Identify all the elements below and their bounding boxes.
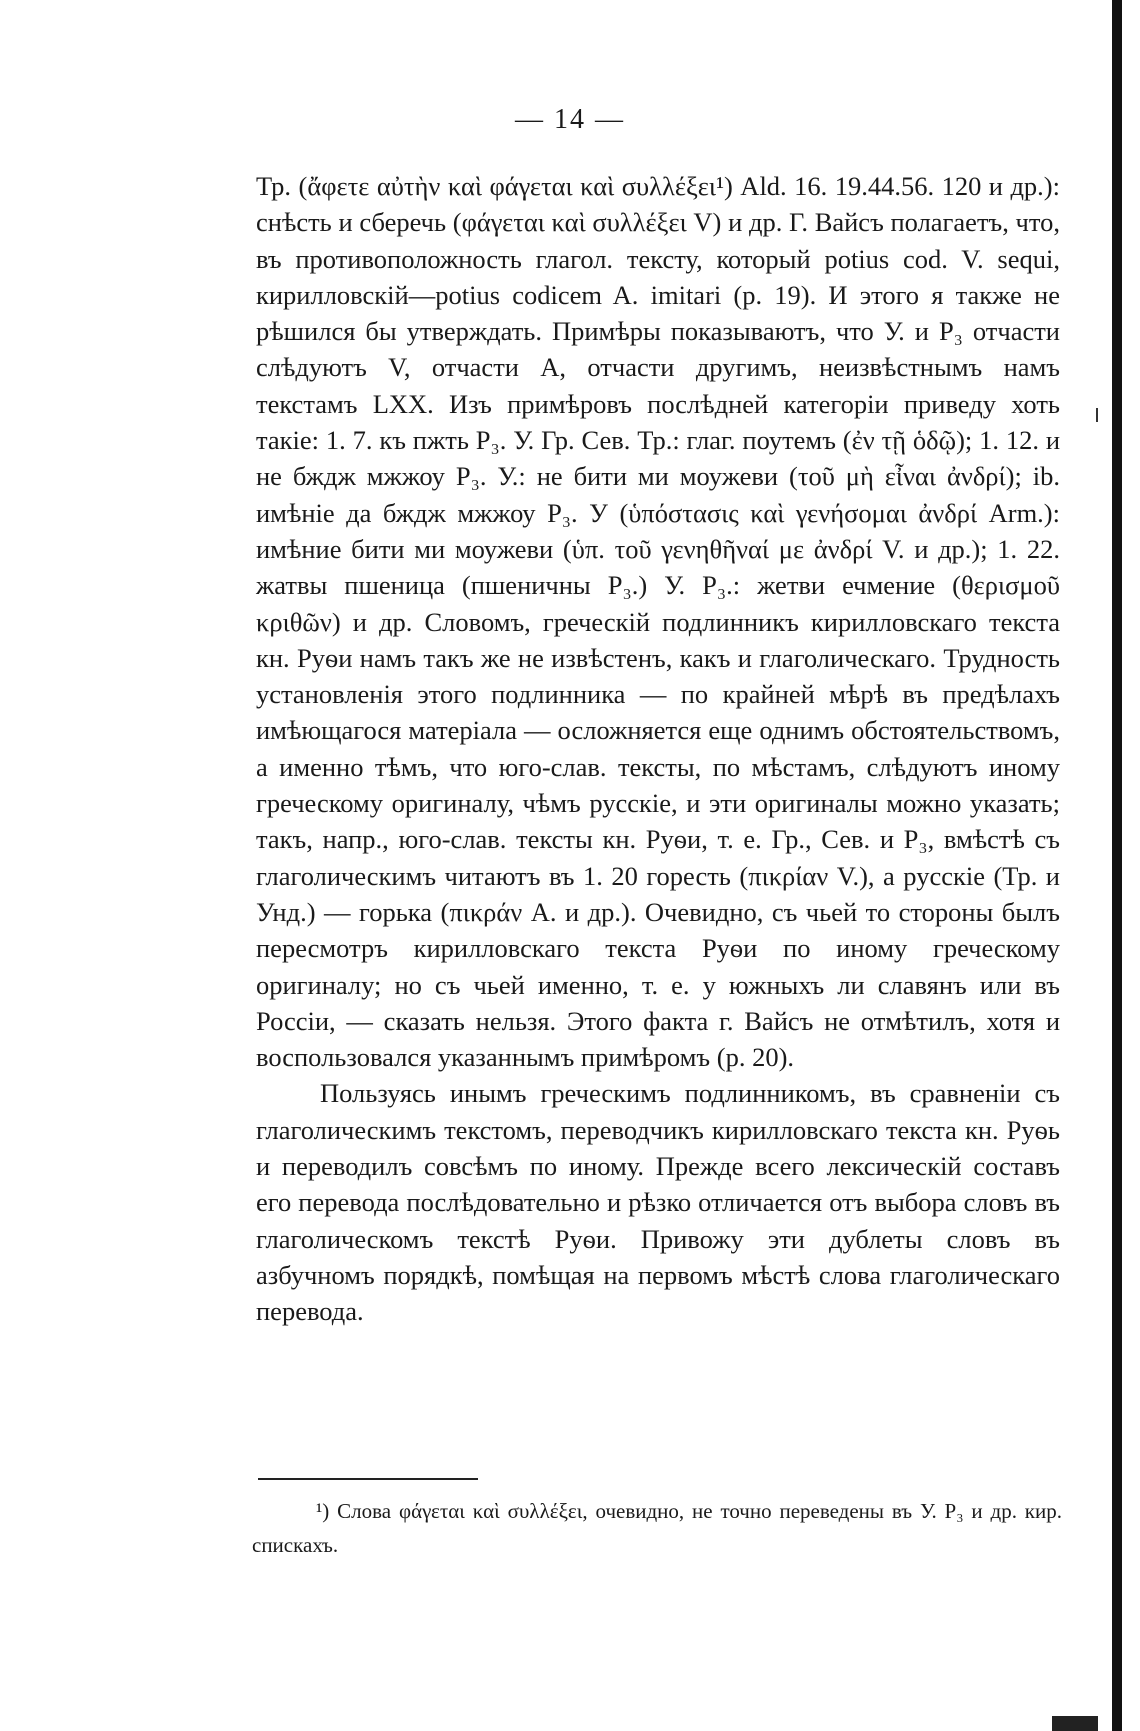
footnote-text: ¹) Слова φάγεται καὶ συλλέξει, очевидно, не точно переведены въ У. Р₃ и др. кир. спискахъ. [252,1499,1062,1557]
page-number: — 14 — [515,104,625,135]
bottom-edge-mark [1052,1716,1098,1731]
margin-mark [1096,408,1098,422]
main-text [256,168,1060,1330]
paragraph-2: Пользуясь инымъ греческимъ подлинникомъ, въ сравненіи съ глаголическимъ текстомъ, переводчикъ кирилловскаго текста кн. Руѳь и переводилъ совсѣмъ по иному. Прежде всего лексическій составъ его перевода послѣдовательно и рѣзко отличается отъ выбора словъ въ глаголическомъ текстѣ Руѳи. Привожу эти дублеты словъ въ азбучномъ порядкѣ, помѣщая на первомъ мѣстѣ слова глаголическаго перевода. [256,1078,1060,1327]
footnote [252,1494,1062,1562]
paragraph-1: Тр. (ἄφετε αὐτὴν καὶ φάγεται καὶ συλλέξει¹) Ald. 16. 19.44.56. 120 и др.): снѣсть и сберечь (φάγεται καὶ συλλέξει V) и др. Г. Вайсъ полагаетъ, что, въ противоположность глагол. тексту, который potius cod. V. sequi, кирилловскій—potius codicem A. imitari (p. 19). И этого я также не рѣшился бы утверждать. Примѣры показываютъ, что У. и Р₃ отчасти слѣдуютъ V, отчасти A, отчасти другимъ, неизвѣстнымъ намъ текстамъ LXX. Изъ примѣровъ послѣдней категоріи приведу хоть такіе: 1. 7. къ пжть Р₃. У. Гр. Сев. Тр.: глаг. поутемъ (ἐν τῇ ὁδῷ); 1. 12. и не бждж мжжоу Р₃. У.: не бити ми моужеви (τοῦ μὴ εἶναι ἀνδρί); ib. имѣніе да бждж мжжоу Р₃. У (ὑπόστασις καὶ γενήσομαι ἀνδρί Arm.): имѣние бити ми моужеви (ὑπ. τοῦ γενηθῆναί με ἀνδρί V. и др.); 1. 22. жатвы пшеница (пшеничны Р₃.) У. Р₃.: жетви ечмение (θερισμοῦ κριθῶν) и др. Словомъ, греческій подлинникъ кирилловскаго текста кн. Руѳи намъ такъ же не извѣстенъ, какъ и глаголическаго. Трудность установленія этого подлинника — по крайней мѣрѣ въ предѣлахъ имѣющагося матеріала — осложняется еще однимъ обстоятельствомъ, а именно тѣмъ, что юго-слав. тексты, по мѣстамъ, слѣдуютъ иному греческому оригиналу, чѣмъ русскіе, и эти оригиналы можно указать; такъ, напр., юго-слав. тексты кн. Руѳи, т. е. Гр., Сев. и Р₃, вмѣстѣ съ глаголическимъ читаютъ въ 1. 20 горесть (πικρίαν V.), а русскіе (Тр. и Унд.) — горька (πικράν A. и др.). Очевидно, съ чьей то стороны былъ пересмотръ кирилловскаго текста Руѳи по иному греческому оригиналу; но съ чьей именно, т. е. у южныхъ ли славянъ или въ Россіи, — сказать нельзя. Этого факта г. Вайсъ не отмѣтилъ, хотя и воспользовался указаннымъ примѣромъ (p. 20). [256,171,1060,1073]
footnote-separator [258,1478,478,1480]
book-spine-edge [1112,0,1122,1731]
